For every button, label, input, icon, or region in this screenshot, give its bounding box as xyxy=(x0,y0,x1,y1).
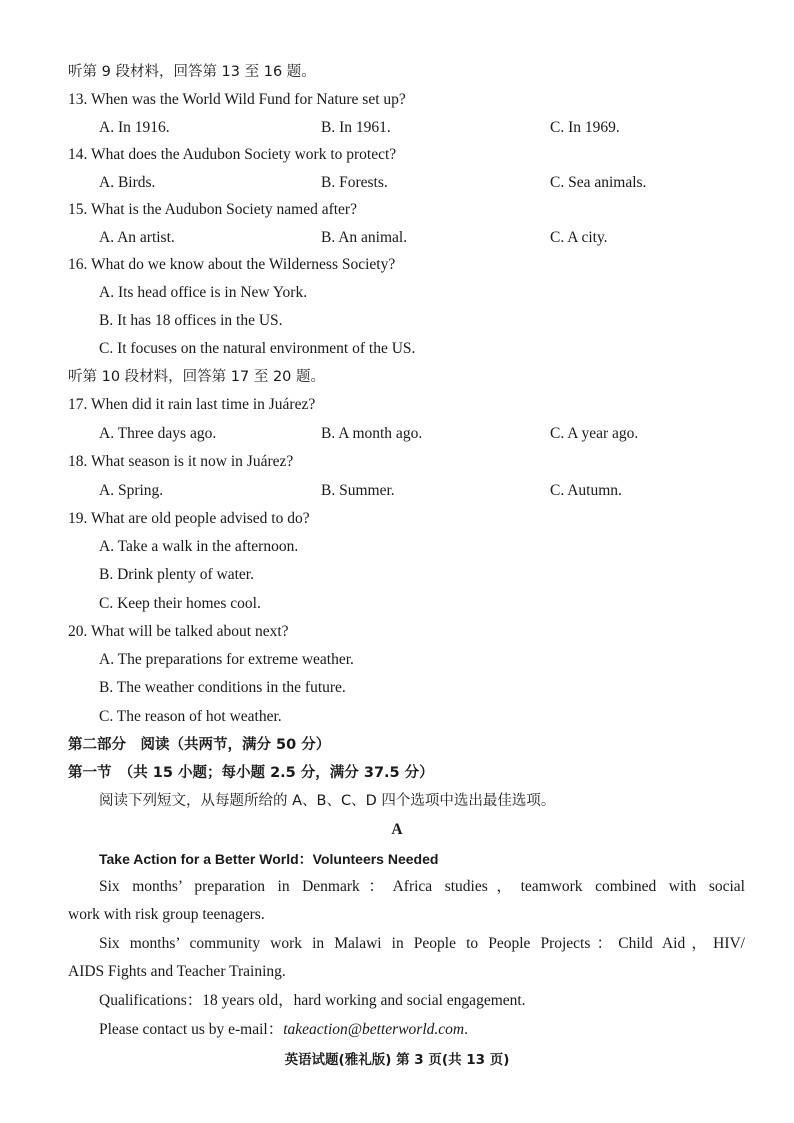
q18-option-a: A. Spring. xyxy=(99,482,164,499)
q19-option-b: B. Drink plenty of water. xyxy=(99,566,254,583)
q20-stem: 20. What will be talked about next? xyxy=(68,623,289,640)
q15-option-a: A. An artist. xyxy=(99,229,175,246)
q15-option-b: B. An animal. xyxy=(321,229,408,246)
q16-option-a: A. Its head office is in New York. xyxy=(99,284,308,301)
q17-option-b: B. A month ago. xyxy=(321,425,423,442)
section9-intro: 听第 9 段材料，回答第 13 至 16 题。 xyxy=(68,64,316,80)
passage-p1-line2: work with risk group teenagers. xyxy=(68,906,265,923)
q13-option-b: B. In 1961. xyxy=(321,119,391,136)
q19-option-c: C. Keep their homes cool. xyxy=(99,595,261,612)
q13-stem: 13. When was the World Wild Fund for Nature set up? xyxy=(68,91,406,108)
q20-option-b: B. The weather conditions in the future. xyxy=(99,679,346,696)
q16-option-c: C. It focuses on the natural environment of the US. xyxy=(99,340,416,357)
q15-stem: 15. What is the Audubon Society named after? xyxy=(68,201,357,218)
part2-instructions: 阅读下列短文，从每题所给的 A、B、C、D 四个选项中选出最佳选项。 xyxy=(99,793,556,809)
part2-subheading: 第一节 （共 15 小题；每小题 2.5 分，满分 37.5 分） xyxy=(68,765,434,781)
email-address: takeaction@betterworld.com xyxy=(283,1021,465,1038)
q20-option-a: A. The preparations for extreme weather. xyxy=(99,651,354,668)
passage-title: Take Action for a Better World：Volunteers Needed xyxy=(99,851,439,867)
q20-option-c: C. The reason of hot weather. xyxy=(99,708,282,725)
passage-p2-line1: Six months’ community work in Malawi in People to People Projects：Child Aid，HIV/ xyxy=(99,935,745,952)
q14-stem: 14. What does the Audubon Society work to protect? xyxy=(68,146,397,163)
q14-option-b: B. Forests. xyxy=(321,174,388,191)
passage-p4 xyxy=(99,1020,468,1040)
q16-option-b: B. It has 18 offices in the US. xyxy=(99,312,283,329)
q14-option-c: C. Sea animals. xyxy=(550,174,647,191)
q15-option-c: C. A city. xyxy=(550,229,608,246)
q16-stem: 16. What do we know about the Wilderness Society? xyxy=(68,256,396,273)
page-footer: 英语试题(雅礼版) 第 3 页(共 13 页) xyxy=(284,1052,510,1068)
q14-option-a: A. Birds. xyxy=(99,174,156,191)
passage-p3: Qualifications：18 years old，hard working and social engagement. xyxy=(99,992,526,1009)
section10-intro: 听第 10 段材料，回答第 17 至 20 题。 xyxy=(68,369,326,385)
q17-stem: 17. When did it rain last time in Juárez? xyxy=(68,396,316,413)
q13-option-c: C. In 1969. xyxy=(550,119,620,136)
q18-stem: 18. What season is it now in Juárez? xyxy=(68,453,294,470)
q13-option-a: A. In 1916. xyxy=(99,119,170,136)
q18-option-c: C. Autumn. xyxy=(550,482,622,499)
q19-option-a: A. Take a walk in the afternoon. xyxy=(99,538,299,555)
part2-heading: 第二部分 阅读（共两节，满分 50 分） xyxy=(68,737,331,753)
passage-p2-line2: AIDS Fights and Teacher Training. xyxy=(68,963,286,980)
contact-prefix: Please contact us by e-mail： xyxy=(99,1021,284,1038)
passage-p1-line1: Six months’ preparation in Denmark：Africa studies，teamwork combined with social xyxy=(99,878,745,895)
contact-suffix: . xyxy=(464,1021,468,1038)
q18-option-b: B. Summer. xyxy=(321,482,395,499)
q17-option-c: C. A year ago. xyxy=(550,425,639,442)
q17-option-a: A. Three days ago. xyxy=(99,425,217,442)
q19-stem: 19. What are old people advised to do? xyxy=(68,510,310,527)
passage-letter: A xyxy=(391,821,403,838)
